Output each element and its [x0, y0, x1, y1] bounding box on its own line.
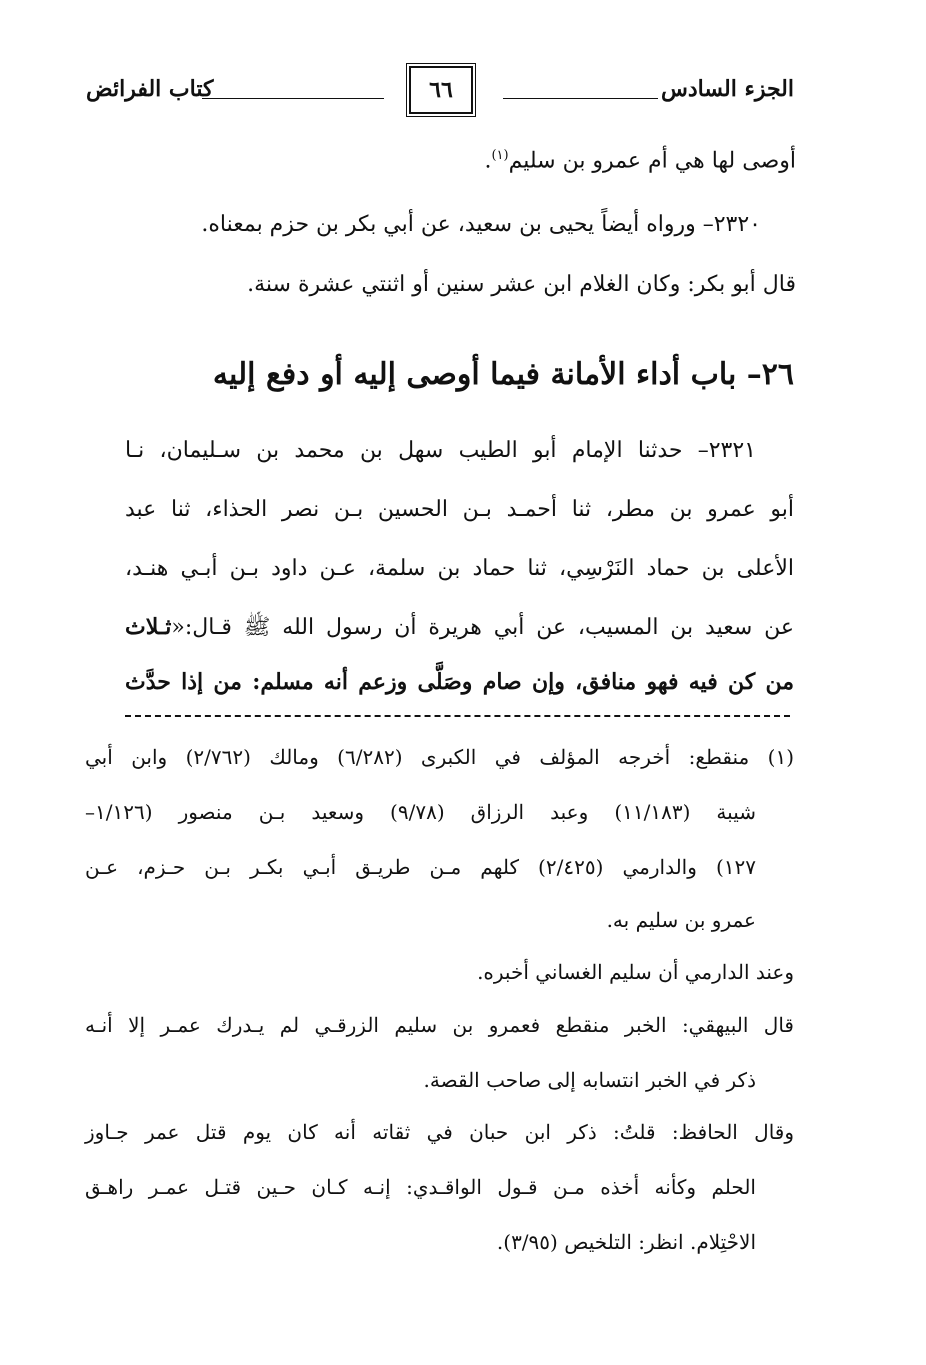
hadith-line: الأعلى بن حماد النَرْسِي، ثنا حماد بن سلمة، عـن داود بـن أبـي هنـد، — [125, 556, 794, 581]
hadith-text-bold: ثـلاث — [125, 614, 172, 640]
footnote-marker: (١) — [491, 148, 509, 163]
footnote-line: (١) منقطع: أخرجه المؤلف في الكبرى (٦/٢٨٢) ومالك (٢/٧٦٢) وابن أبي — [85, 745, 795, 769]
running-header — [86, 62, 794, 122]
footnote-line: عمرو بن سليم به. — [606, 908, 756, 932]
footnote-line: الاحْتِلام. انظر: التلخيص (٣/٩٥). — [496, 1230, 756, 1254]
chapter-heading: ٢٦– باب أداء الأمانة فيما أوصى إليه أو دفع إليه — [212, 357, 794, 392]
part-title: الجزء السادس — [661, 76, 794, 102]
hadith-line: من كن فيه فهو منافق، وإن صام وصَلَّى وزعم أنه مسلم: من إذا حدَّث — [125, 669, 794, 695]
footnote-line: الحلم وكأنه أخذه مـن قـول الواقـدي: إنـه كـان حـين قتـل عمـر راهـق — [85, 1175, 756, 1199]
hadith-2320: ٢٣٢٠– ورواه أيضاً يحيى بن سعيد، عن أبي بكر بن حزم بمعناه. — [201, 212, 761, 237]
footnote-line: وعند الدارمي أن سليم الغساني أخبره. — [477, 960, 794, 984]
footnote-line: ذكر في الخبر انتسابه إلى صاحب القصة. — [423, 1068, 756, 1092]
hadith-line: ٢٣٢١– حدثنا الإمام أبو الطيب سهل بن محمد بن سـليمان، نـا — [125, 438, 756, 463]
hadith-text: عن سعيد بن المسيب، عن أبي هريرة أن رسول الله ﷺ قـال:« — [171, 615, 794, 640]
text-line-end: . — [484, 148, 492, 174]
footnote-line: شيبة (١١/١٨٣) وعبد الرزاق (٩/٧٨) وسعيد بـن منصور (١/١٢٦– — [85, 800, 756, 824]
page-number: ٦٦ — [409, 66, 473, 114]
header-rule-right — [503, 98, 658, 99]
book-title: كتاب الفرائض — [86, 76, 214, 102]
footnote-line: وقال الحافظ: قلتُ: ذكر ابن حبان في ثقاته أنه كان يوم قتل عمر جـاوز — [85, 1120, 794, 1144]
header-rule-left — [202, 98, 384, 99]
text-line — [484, 148, 796, 173]
footnote-separator — [125, 715, 790, 717]
text-line: قال أبو بكر: وكان الغلام ابن عشر سنين أو اثنتي عشرة سنة. — [247, 272, 796, 297]
hadith-line: أبو عمرو بن مطر، ثنا أحمـد بـن الحسين بـن نصر الحذاء، ثنا عبد — [125, 497, 794, 522]
footnote-line: ١٢٧) والدارمي (٢/٤٢٥) كلهم مـن طريـق أبـي بكـر بـن حـزم، عـن — [85, 855, 756, 879]
text-line-content: أوصى لها هي أم عمرو بن سليم — [508, 148, 796, 174]
hadith-line — [125, 613, 794, 645]
footnote-line: قال البيهقي: الخبر منقطع فعمرو بن سليم الزرقـي لم يـدرك عمـر إلا أنـه — [85, 1013, 794, 1037]
